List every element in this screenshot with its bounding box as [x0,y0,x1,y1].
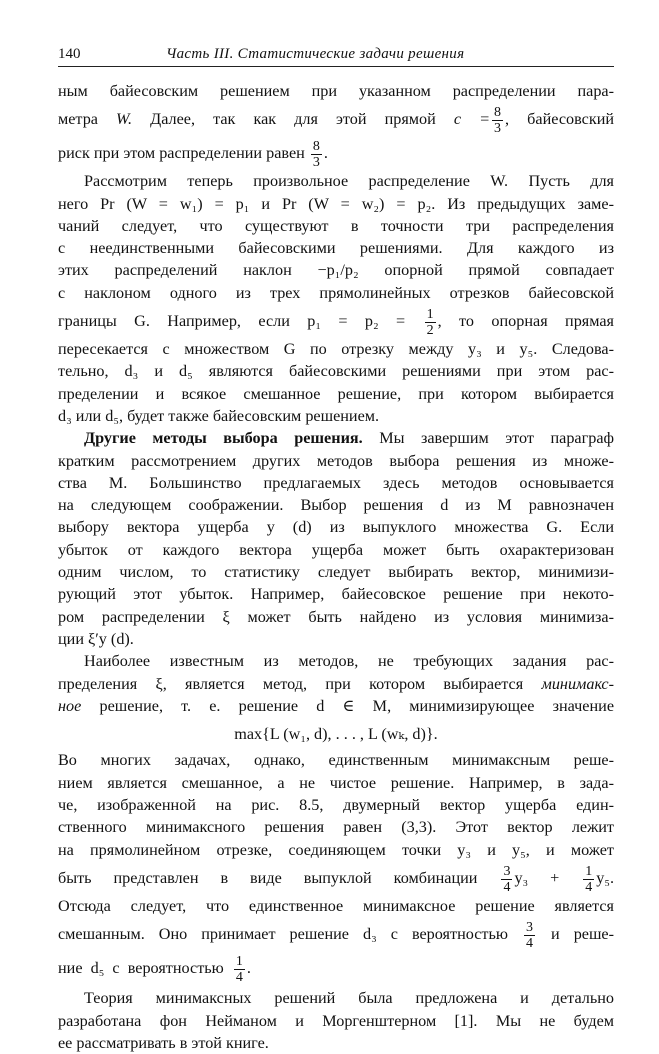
fraction-1-4: $\frac{1}{4}$ [235,953,243,985]
paragraph-6 [58,987,614,1054]
text-line: пределения ξ, является метод, при котором выбирается минимакс- [58,674,614,693]
text-line: пересекается с множеством G по отрезку между y₃ и y₅. Следова- [58,340,614,359]
text-line: риск при этом распределении равен $\frac{8}{3}$ . [58,139,328,171]
text-line: метра W. Далее, так как для этой прямой c = $\frac{8}{3}$ , байесовский [58,105,615,137]
text-line: убыток от каждого вектора ущерба может быть охарактеризован [58,540,614,559]
section-heading: Другие методы выбора решения. [84,429,363,448]
paragraph-1 [58,80,614,170]
page-number: 140 [58,46,81,62]
fraction-8-3: $\frac{8}{3}$ [494,105,502,137]
running-title: Часть III. Статистические задачи решения [166,46,465,62]
fraction-1-2: $\frac{1}{2}$ [426,306,434,338]
text-line: этих распределений наклон −p₁/p₂ опорной прямой совпадает [58,261,614,280]
text-line: на прямолинейном отрезке, соединяющем точки y₃ и y₅, и может [58,840,614,859]
display-formula: max{L (w₁, d), . . . , L (wₖ, d)}. [234,725,438,744]
paragraph-2 [58,170,614,427]
text-line: Другие методы выбора решения. Мы завершим этот параграф [84,429,615,448]
text-line: чаний следует, что существуют в точности три распределения [58,216,614,235]
text-line: тельно, d₃ и d₅ являются байесовскими решениями при этом рас- [58,362,614,381]
text-line: ром распределении ξ может быть найдено из условия минимиза- [58,607,614,626]
text-line: рующий этот убыток. Например, байесовское решение при некото- [58,585,614,604]
text-line: быть представлен в виде выпуклой комбинации $\frac{3}{4}$ y₃ + $\frac{1}{4}$ y₅. [58,863,615,895]
text-line: d₃ или d₅, будет также байесовским решением. [58,406,380,425]
fraction-1-4: $\frac{1}{4}$ [585,863,593,895]
text-line: с наклоном одного из трех прямолинейных отрезков байесовской [58,283,614,302]
text-line: границы G. Например, если p₁ = p₂ = $\frac{1}{2}$ , то опорная прямая [58,306,615,338]
page-body [58,80,614,1054]
running-header [58,46,614,67]
text-line: выбору вектора ущерба y (d) из выпуклого множества G. Если [58,518,614,537]
text-line: на следующем соображении. Выбор решения d из M равнозначен [58,496,614,515]
fraction-8-3: $\frac{8}{3}$ [312,139,320,171]
paragraph-5 [58,749,614,985]
text-line: кратким рассмотрением других методов выбора решения из множе- [58,451,614,470]
text-line: ние d₅ с вероятностью $\frac{1}{4}$ . [58,953,251,985]
paragraph-3 [58,427,614,650]
text-line: с неединственными байесовскими решениями. Для каждого из [58,239,614,258]
text-line: нием является смешанное, а не чистое решение. Например, в зада- [58,773,614,792]
text-line: ее рассматривать в этой книге. [58,1033,269,1052]
text-line: ства M. Большинство предлагаемых здесь методов основывается [58,473,614,492]
text-line: ции ξ′y (d). [58,629,134,648]
text-line: ным байесовским решением при указанном распределении пара- [58,82,614,100]
text-line: пределении и всякое смешанное решение, при котором выбирается [58,384,614,403]
fraction-3-4: $\frac{3}{4}$ [526,919,533,951]
text-line: ное решение, т. е. решение d ∈ M, минимизирующее значение [58,696,615,715]
text-line: смешанным. Оно принимает решение d₃ с вероятностью $\frac{3}{4}$ и реше- [58,919,615,951]
fraction-3-4: $\frac{3}{4}$ [503,863,511,895]
text-line: него Pr (W = w₁) = p₁ и Pr (W = w₂) = p₂. Из предыдущих заме- [58,194,614,213]
text-line: Теория минимаксных решений была предложена и детально [84,989,614,1008]
text-line: Рассмотрим теперь произвольное распределение W. Пусть для [84,172,614,191]
text-line: одним числом, то статистику следует выбирать вектор, минимизи- [58,563,614,582]
text-line: Наиболее известным из методов, не требующих задания рас- [84,652,614,671]
text-line: Отсюда следует, что единственное минимаксное решение является [58,896,614,915]
text-line: ственного минимаксного решения равен (3,3). Этот вектор лежит [58,818,614,837]
text-line: Во многих задачах, однако, единственным минимаксным реше- [58,751,614,770]
text-line: че, изображенной на рис. 8.5, двумерный вектор ущерба един- [58,796,614,815]
text-line: разработана фон Нейманом и Моргенштерном [1]. Мы не будем [58,1011,614,1030]
paragraph-4 [58,650,614,745]
